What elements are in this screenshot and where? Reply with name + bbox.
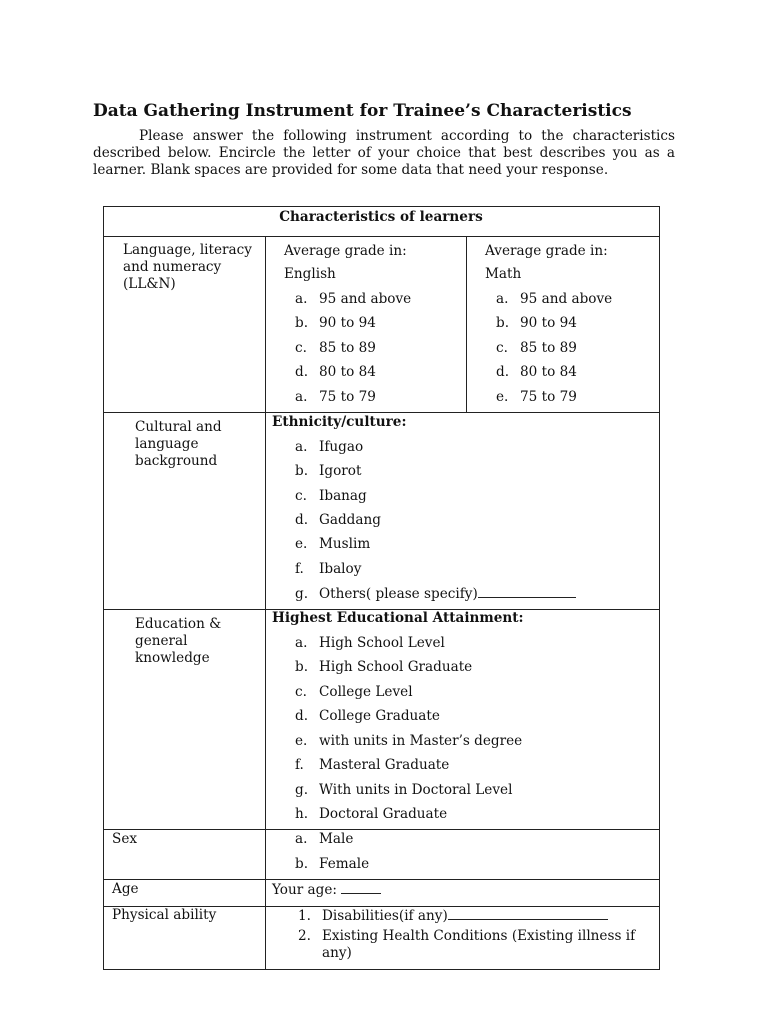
- age-field[interactable]: Your age:: [272, 881, 381, 899]
- age-label: Age: [112, 881, 139, 897]
- instructions-paragraph: Please answer the following instrument according to the characteristics described below. Encircle the letter of your choice that best describes you as a learner. Blank spaces are provided for some data that need your response.: [93, 128, 675, 178]
- document-title: Data Gathering Instrument for Trainee’s Characteristics: [93, 101, 632, 121]
- option-item[interactable]: a. Ifugao: [295, 439, 364, 455]
- math-subject: Math: [485, 266, 522, 282]
- characteristics-table: [103, 206, 660, 970]
- option-item[interactable]: d. College Graduate: [295, 708, 440, 724]
- english-heading: Average grade in:: [284, 243, 407, 259]
- option-item[interactable]: b. 90 to 94: [295, 315, 376, 331]
- option-item[interactable]: c. College Level: [295, 684, 413, 700]
- option-item[interactable]: a. Male: [295, 831, 354, 847]
- education-heading: Highest Educational Attainment:: [272, 610, 524, 626]
- option-item[interactable]: c. 85 to 89: [295, 340, 376, 356]
- option-item[interactable]: g. Others( please specify): [295, 585, 576, 603]
- culture-heading: Ethnicity/culture:: [272, 414, 407, 430]
- option-item[interactable]: b. Female: [295, 856, 370, 872]
- table-header: Characteristics of learners: [279, 209, 483, 225]
- option-item[interactable]: g. With units in Doctoral Level: [295, 782, 513, 798]
- option-item[interactable]: a. High School Level: [295, 635, 445, 651]
- sex-label: Sex: [112, 831, 138, 847]
- age-blank[interactable]: [341, 881, 381, 894]
- option-item[interactable]: c. 85 to 89: [496, 340, 577, 356]
- specify-blank[interactable]: [478, 585, 576, 598]
- math-heading: Average grade in:: [485, 243, 608, 259]
- education-label: Education & general knowledge: [135, 616, 222, 666]
- english-subject: English: [284, 266, 336, 282]
- option-item[interactable]: e. 75 to 79: [496, 389, 577, 405]
- option-item[interactable]: b. High School Graduate: [295, 659, 473, 675]
- option-item[interactable]: d. Gaddang: [295, 512, 381, 528]
- option-item[interactable]: e. with units in Master’s degree: [295, 733, 523, 749]
- physical-label: Physical ability: [112, 907, 217, 923]
- option-item[interactable]: e. Muslim: [295, 536, 371, 552]
- option-item[interactable]: f. Ibaloy: [295, 561, 362, 577]
- option-item[interactable]: c. Ibanag: [295, 488, 367, 504]
- option-item[interactable]: a. 95 and above: [295, 291, 412, 307]
- option-item[interactable]: a. 75 to 79: [295, 389, 376, 405]
- option-item[interactable]: b. Igorot: [295, 463, 362, 479]
- option-item[interactable]: d. 80 to 84: [496, 364, 577, 380]
- physical-item[interactable]: 1. Disabilities(if any): [298, 907, 608, 925]
- option-item[interactable]: d. 80 to 84: [295, 364, 376, 380]
- option-item[interactable]: h. Doctoral Graduate: [295, 806, 448, 822]
- disabilities-blank[interactable]: [448, 907, 608, 920]
- culture-label: Cultural and language background: [135, 419, 222, 469]
- option-item[interactable]: f. Masteral Graduate: [295, 757, 450, 773]
- lln-label: Language, literacy and numeracy (LL&N): [123, 242, 252, 292]
- option-item[interactable]: a. 95 and above: [496, 291, 613, 307]
- option-item[interactable]: b. 90 to 94: [496, 315, 577, 331]
- physical-item[interactable]: 2. Existing Health Conditions (Existing illness if any): [298, 928, 636, 961]
